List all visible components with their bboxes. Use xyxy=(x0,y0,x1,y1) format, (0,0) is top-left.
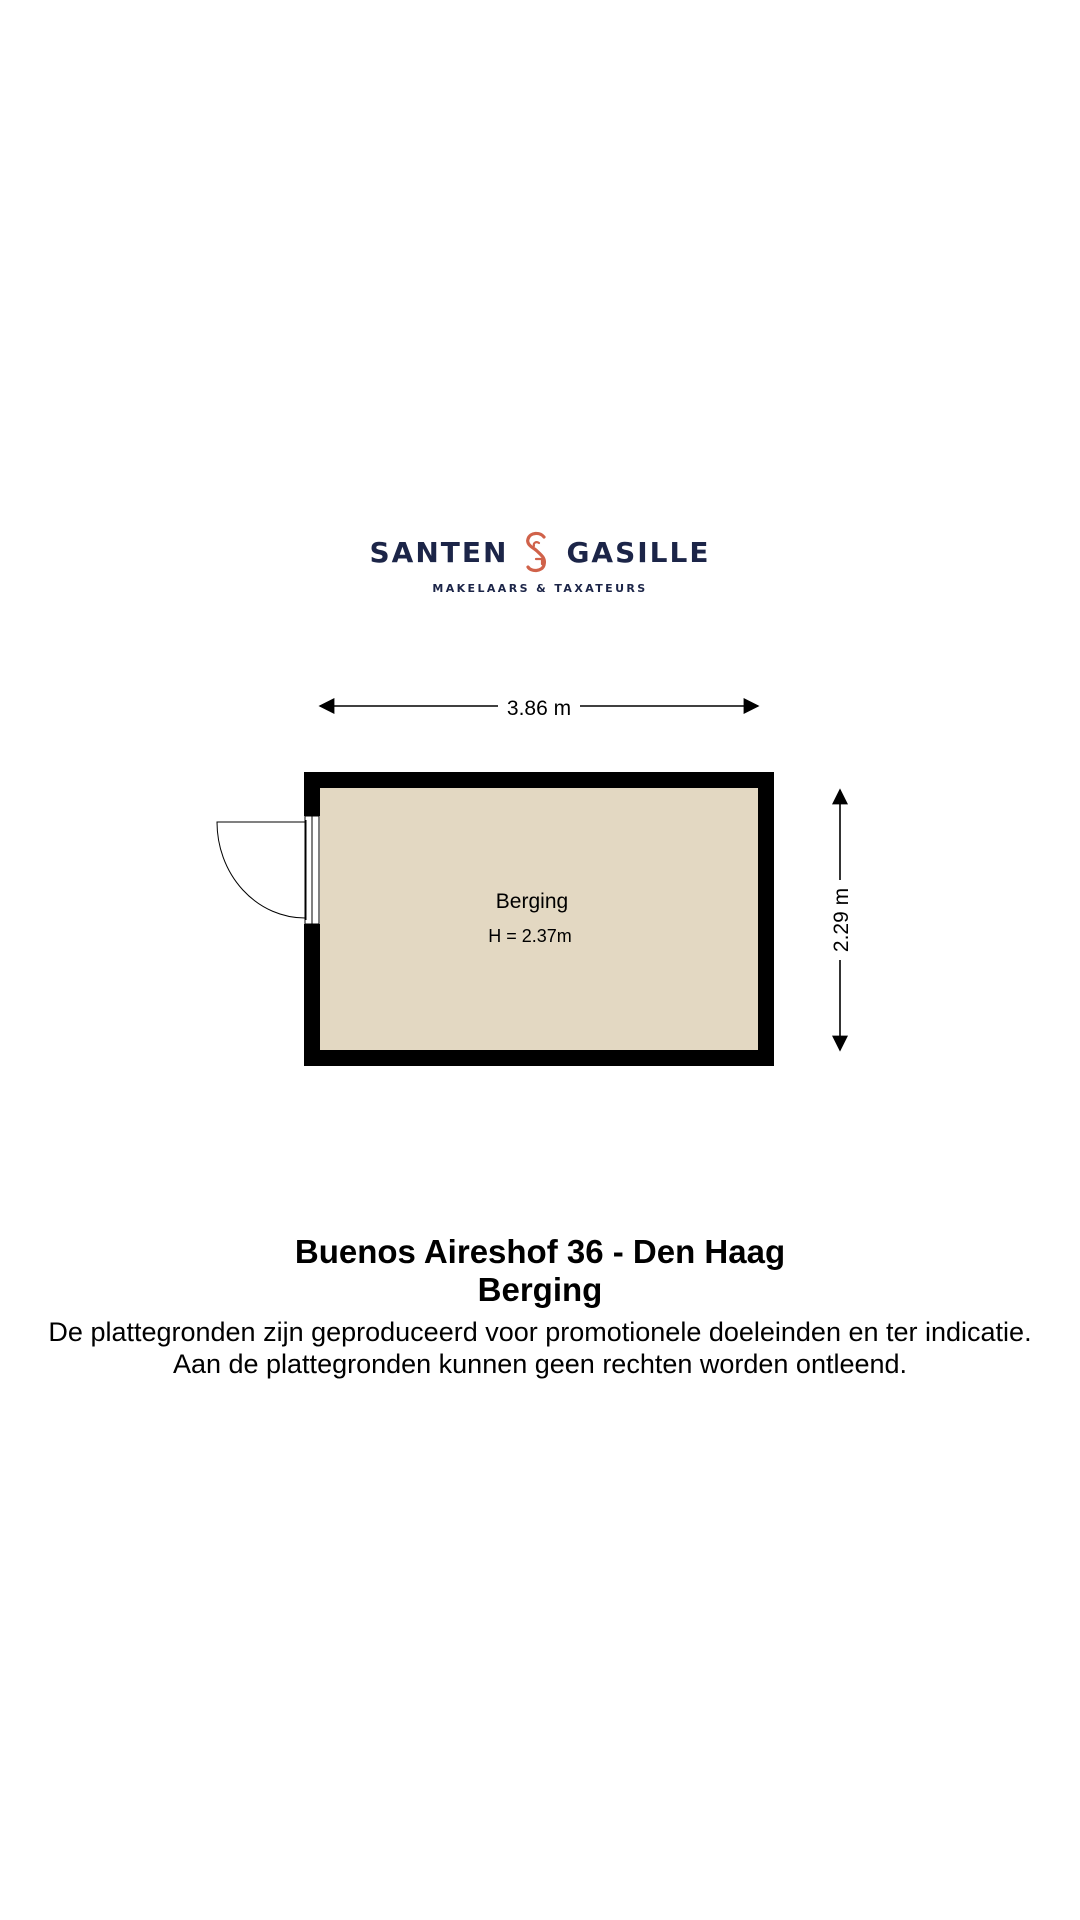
door xyxy=(217,816,319,924)
logo-right-word: GASILLE xyxy=(566,535,711,569)
disclaimer-line-1: De plattegronden zijn geproduceerd voor promotionele doeleinden en ter indicatie. xyxy=(48,1317,1032,1347)
address-title: Buenos Aireshof 36 - Den Haag xyxy=(294,1233,786,1270)
width-label: 3.86 m xyxy=(506,697,572,720)
depth-dimension xyxy=(830,790,853,1050)
room-height: H = 2.37m xyxy=(488,926,572,946)
disclaimer-line-2: Aan de plattegronden kunnen geen rechten worden ontleend. xyxy=(172,1349,908,1379)
floor-title: Berging xyxy=(477,1271,603,1308)
depth-label: 2.29 m xyxy=(830,887,853,953)
room-floor xyxy=(320,788,758,1050)
logo-left-word: SANTEN xyxy=(369,535,509,569)
room-name: Berging xyxy=(495,890,569,913)
logo-tagline: MAKELAARS & TAXATEURS xyxy=(432,582,648,595)
width-dimension xyxy=(320,697,758,720)
